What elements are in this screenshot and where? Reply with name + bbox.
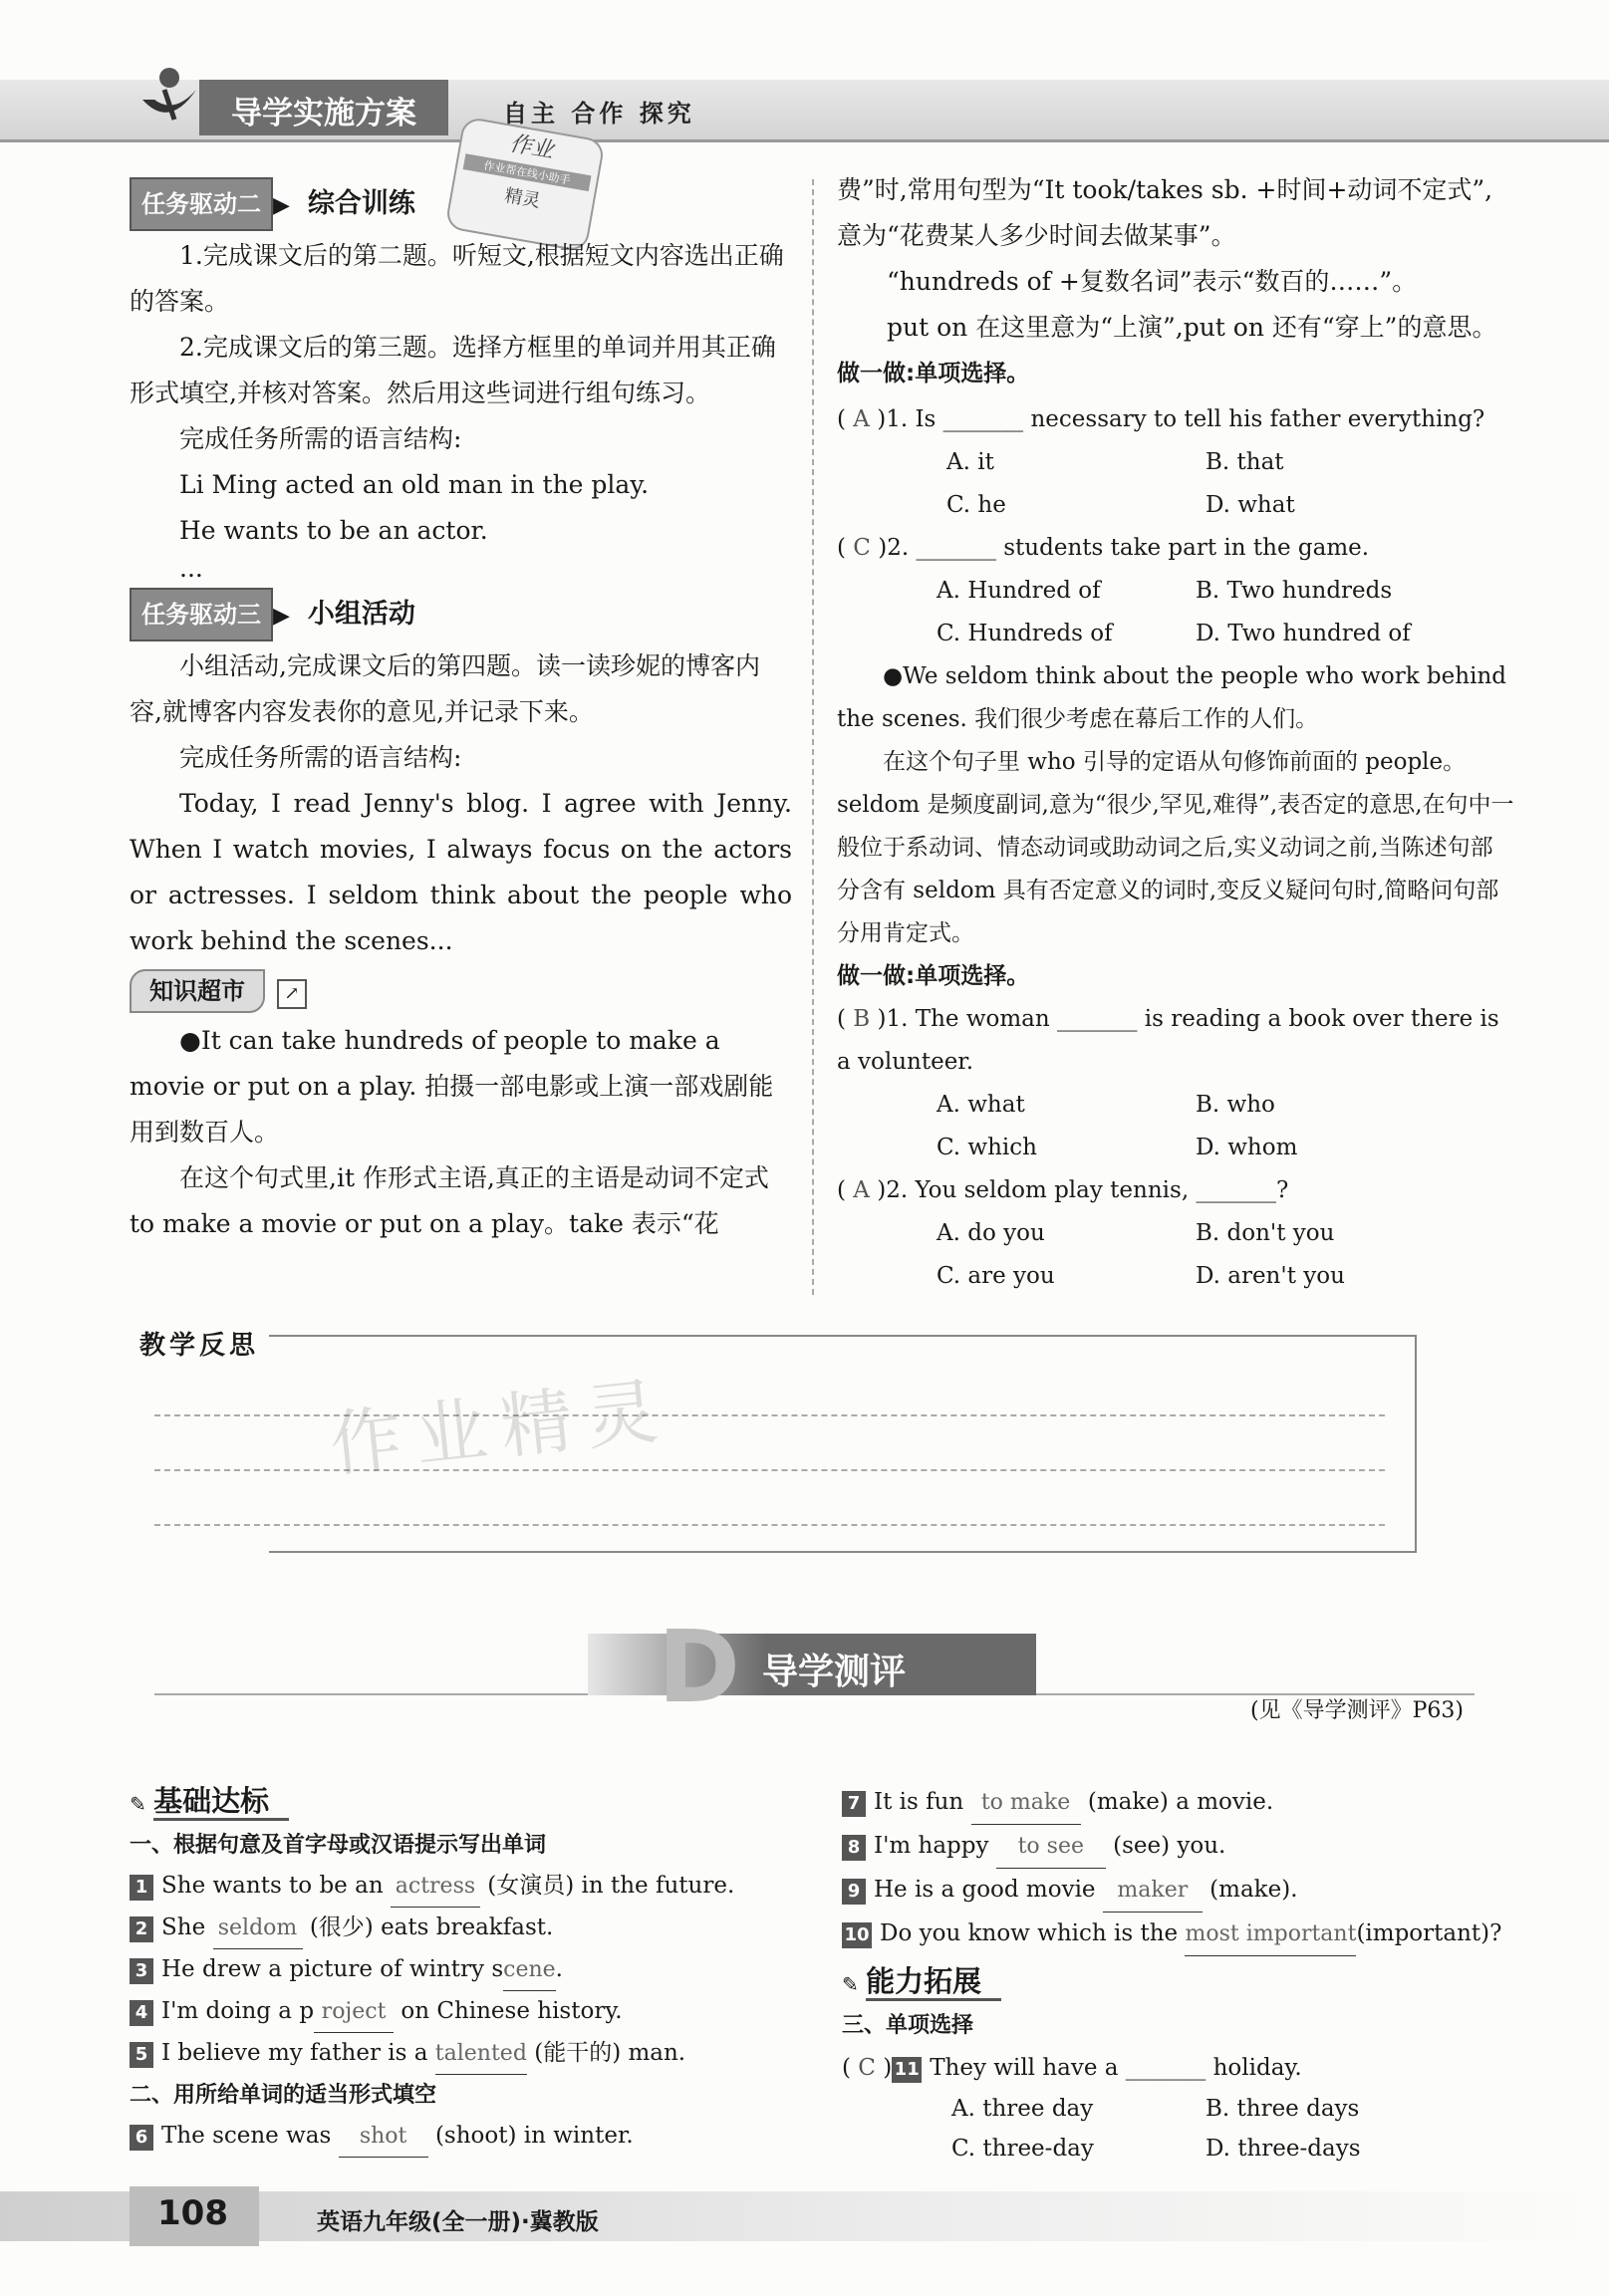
market-tag: 知识超市 <box>130 969 265 1013</box>
basic-section <box>130 1781 787 2158</box>
task2-heading <box>130 177 792 231</box>
link-arrow-icon: ↗ <box>277 979 307 1009</box>
para-8: 完成任务所需的语言结构: <box>179 743 462 772</box>
answer-blank[interactable]: seldom <box>213 1908 303 1949</box>
pen-icon: ✎ <box>130 1792 146 1816</box>
assess-ref: (见《导学测评》P63) <box>1250 1698 1464 1723</box>
para-2: 2.完成课文后的第三题。选择方框里的单词并用其正确形式填空,并核对答案。然后用这些词进行组句练习。 <box>130 333 776 407</box>
question-1: ( A )1. Is _______ necessary to tell his father everything? <box>837 406 1485 432</box>
fill-item: 9 He is a good movie maker (make). <box>842 1869 1519 1913</box>
para-11: 在这个句式里,it 作形式主语,真正的主语是动词不定式 to make a movie or put on a play。take 表示“花 <box>130 1163 769 1238</box>
para-4: Li Ming acted an old man in the play. <box>179 470 650 499</box>
market-heading <box>130 968 792 1014</box>
answer-blank[interactable]: shot <box>339 2116 428 2158</box>
answer-blank[interactable]: actress <box>391 1866 480 1908</box>
q4-options: A. do you B. don't you C. are you D. aren't you <box>937 1220 1345 1289</box>
left-column <box>130 177 792 1247</box>
watermark: 作业精灵 <box>326 1368 676 1487</box>
column-divider <box>812 179 814 1295</box>
assess-letter-d: D <box>658 1609 741 1725</box>
header-subtitle: 自主 合作 探究 <box>503 100 695 128</box>
task2-title: 综合训练 <box>307 188 415 219</box>
question-11: ( C ) 11 They will have a _______ holiday. <box>842 2055 1302 2081</box>
fill-item: 1 She wants to be an actress (女演员) in the future. <box>130 1866 787 1908</box>
r-para-4: ●We seldom think about the people who work behind the scenes. 我们很少考虑在幕后工作的人们。 <box>837 663 1506 732</box>
question-2: ( C )2. _______ students take part in the game. <box>837 535 1370 561</box>
section-3-heading: 三、单项选择 <box>842 2013 974 2038</box>
reflection-title: 教学反思 <box>139 1331 260 1361</box>
task2-tag: 任务驱动二 <box>130 177 273 231</box>
answer-blank[interactable]: to make <box>971 1782 1081 1825</box>
basic-right-section <box>842 1781 1519 2168</box>
reflection-line <box>154 1524 1385 1526</box>
assess-title: 导学测评 <box>762 1652 907 1692</box>
task3-heading <box>130 588 792 641</box>
right-column <box>837 167 1504 396</box>
q1-options: A. it B. that C. he D. what <box>946 449 1295 518</box>
q2-options: A. Hundred of B. Two hundreds C. Hundreds of D. Two hundred of <box>937 578 1411 646</box>
question-4: ( A )2. You seldom play tennis, _______? <box>837 1177 1289 1203</box>
r-para-3: put on 在这里意为“上演”,put on 还有“穿上”的意思。 <box>887 313 1497 342</box>
answer-blank[interactable]: most important <box>1185 1913 1356 1956</box>
answer-blank[interactable]: maker <box>1103 1870 1203 1913</box>
para-10: ●It can take hundreds of people to make a movie or put on a play. 拍摄一部电影或上演一部戏剧能用到数百人。 <box>130 1026 774 1147</box>
arrow-icon: ▶ <box>273 604 290 629</box>
fill-item: 4 I'm doing a p roject on Chinese history. <box>130 1991 787 2033</box>
para-9: Today, I read Jenny's blog. I agree with Jenny. When I watch movies, I always focus on the actors or actresses. I seldom think about the people who work behind the scenes... <box>130 789 792 955</box>
book-title: 英语九年级(全一册)·冀教版 <box>317 2209 599 2235</box>
fill-item: 8 I'm happy to see (see) you. <box>842 1825 1519 1869</box>
r-para-1: 费”时,常用句型为“It took/takes sb. +时间+动词不定式”,意为“花费某人多少时间去做某事”。 <box>837 175 1493 250</box>
para-7: 小组活动,完成课文后的第四题。读一读珍妮的博客内容,就博客内容发表你的意见,并记录下来。 <box>130 651 760 726</box>
fill-item: 6 The scene was shot (shoot) in winter. <box>130 2116 787 2158</box>
fill-item: 10 Do you know which is the most important(important)? <box>842 1913 1519 1956</box>
fill-item: 3 He drew a picture of wintry scene. <box>130 1949 787 1991</box>
do-it-1: 做一做:单项选择。 <box>837 361 1030 386</box>
task3-tag: 任务驱动三 <box>130 588 273 641</box>
fill-item: 7 It is fun to make (make) a movie. <box>842 1781 1519 1825</box>
r-para-2: “hundreds of +复数名词”表示“数百的……”。 <box>887 267 1418 296</box>
question-3: ( B )1. The woman _______ is reading a book over there is a volunteer. <box>837 1006 1499 1075</box>
q3-options: A. what B. who C. which D. whom <box>937 1092 1298 1160</box>
fill-item: 5 I believe my father is a talented (能干的) man. <box>130 2033 787 2075</box>
ext-heading: ✎ 能力拓展 <box>842 1960 1519 2005</box>
para-3: 完成任务所需的语言结构: <box>179 424 462 453</box>
header-title: 导学实施方案 <box>231 96 416 131</box>
answer-blank[interactable]: to see <box>996 1826 1106 1869</box>
arrow-icon: ▶ <box>273 193 290 218</box>
page-number: 108 <box>157 2193 228 2233</box>
right-q-block-1 <box>837 398 1514 1298</box>
do-it-2: 做一做:单项选择。 <box>837 963 1030 989</box>
basic-heading: ✎ 基础达标 <box>130 1781 787 1825</box>
stamp: 作业 作业帮在线小助手 精灵 <box>444 116 606 252</box>
para-5: He wants to be an actor. <box>179 516 488 545</box>
task3-title: 小组活动 <box>307 599 415 630</box>
r-para-5: 在这个句子里 who 引导的定语从句修饰前面的 people。seldom 是频度副词,意为“很少,罕见,难得”,表否定的意思,在句中一般位于系动词、情态动词或助动词之后,实义动词之前,当陈述句部分含有 seldom 具有否定意义的词时,变反义疑问句时,简略问句部分用肯定式。 <box>837 749 1514 946</box>
para-1: 1.完成课文后的第二题。听短文,根据短文内容选出正确的答案。 <box>130 241 784 316</box>
fill-item: 2 She seldom (很少) eats breakfast. <box>130 1908 787 1949</box>
logo-icon <box>134 60 204 129</box>
answer-blank[interactable]: roject <box>314 1991 394 2033</box>
q11-options: A. three day B. three days C. three-day D. three-days <box>951 2096 1361 2162</box>
pen-icon: ✎ <box>842 1972 859 1996</box>
section-1-heading: 一、根据句意及首字母或汉语提示写出单词 <box>130 1833 547 1858</box>
answer-blank[interactable]: cene <box>503 1949 556 1991</box>
para-6: ... <box>179 554 203 583</box>
answer-blank[interactable]: talented <box>435 2033 527 2075</box>
section-2-heading: 二、用所给单词的适当形式填空 <box>130 2083 437 2108</box>
